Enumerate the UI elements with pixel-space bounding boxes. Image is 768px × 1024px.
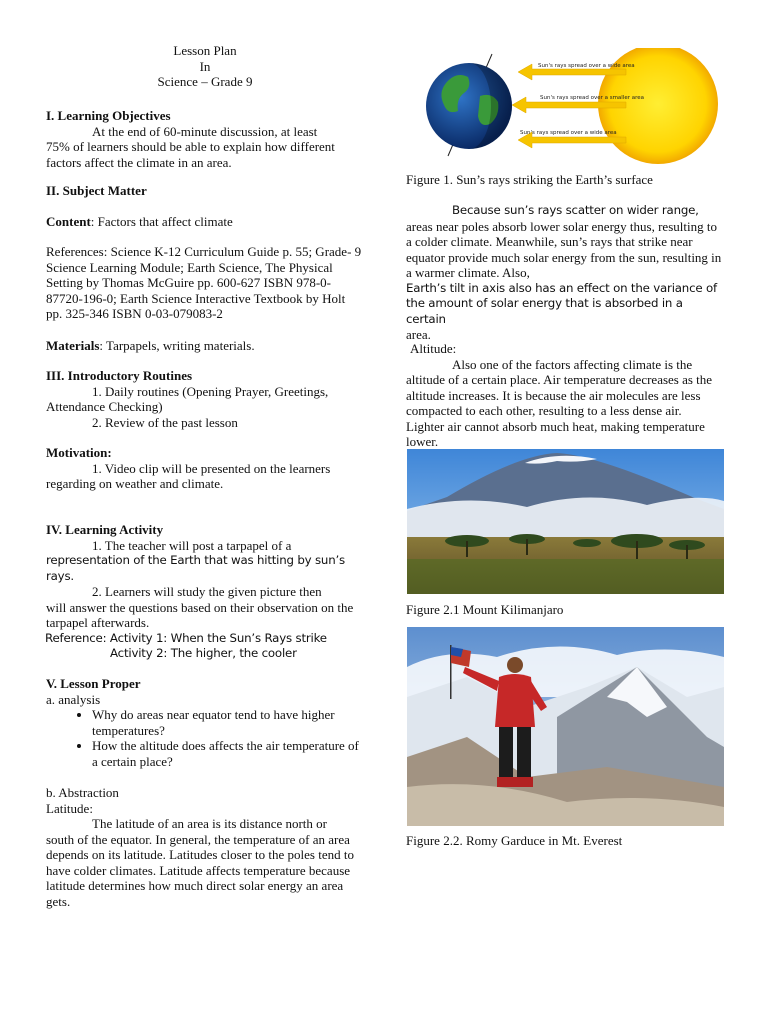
- section-learning-activity: [46, 522, 364, 662]
- ray-label-bottom: Sun's rays spread over a wide area: [520, 130, 617, 136]
- earth-icon: [426, 54, 512, 156]
- section-motivation: [46, 445, 364, 492]
- figure-2-1-image: [407, 449, 724, 594]
- motivation-item1-rest: regarding on weather and climate.: [46, 476, 224, 491]
- materials-text: : Tarpapels, writing materials.: [99, 337, 255, 353]
- analysis-question: • Why do areas near equator tend to have higher temperatures?: [92, 707, 364, 738]
- sunrays-text-end: area.: [406, 327, 431, 342]
- latitude-label: Latitude:: [46, 800, 93, 816]
- materials-line: [46, 338, 364, 354]
- altitude-text-rest: altitude of a certain place. Air temperature decreases as the altitude increases. It is because the air molecules are less compacted to each other, resulting to a less dense air. Lighter air cannot absorb much heat, making temperature lower.: [406, 372, 713, 449]
- routines-item1-rest: Attendance Checking): [46, 399, 163, 414]
- analysis-questions: [46, 707, 364, 769]
- sunrays-text-first: Because sun’s rays scatter on wider range,: [452, 203, 699, 217]
- activity-heading: IV. Learning Activity: [46, 522, 164, 537]
- subject-heading: II. Subject Matter: [46, 183, 147, 198]
- figure-1-image: [406, 48, 722, 166]
- latitude-text-rest: south of the equator. In general, the temperature of an area depends on its latitude. Latitudes closer to the poles tend to have colder climates. Latitude affects temperature because latitude determines how much direct solar energy an area gets.: [46, 831, 354, 909]
- activity-item1-first: 1. The teacher will post a tarpapel of a: [92, 537, 292, 553]
- analysis-label: a. analysis: [46, 691, 101, 707]
- analysis-question: • How the altitude does affects the air temperature of a certain place?: [92, 738, 364, 769]
- section-routines: [46, 368, 364, 430]
- ray-label-middle: Sun's rays spread over a smaller area: [540, 95, 645, 101]
- title-line-2: In: [199, 58, 211, 74]
- content-line: [46, 214, 364, 230]
- figure-2-2-image: [407, 627, 724, 826]
- activity-reference-1: Reference: Activity 1: When the Sun’s Rays strike: [45, 630, 327, 645]
- content-label: Content: [46, 213, 91, 229]
- sunrays-text-rest: areas near poles absorb lower solar energy thus, resulting to a colder climate. Meanwhile, sun’s rays that strike near equator provide much solar energy from the sun, resulting in a warmer climate. Also,: [406, 218, 722, 280]
- document-title: [46, 43, 364, 90]
- motivation-item1-first: 1. Video clip will be presented on the learners: [92, 460, 331, 476]
- objectives-text-first: At the end of 60-minute discussion, at least: [92, 123, 318, 139]
- title-line-1: Lesson Plan: [173, 43, 237, 58]
- sunrays-text-tail: Earth’s tilt in axis also has an effect on the variance of the amount of solar energy that is absorbed in a certain: [406, 280, 717, 326]
- ray-label-top: Sun's rays spread over a wide area: [538, 63, 635, 69]
- section-sun-rays: [406, 203, 722, 343]
- activity-item1-rest: representation of the Earth that was hitting by sun’s rays.: [46, 553, 345, 583]
- figure-2-2-caption: Figure 2.2. Romy Garduce in Mt. Everest: [406, 833, 623, 848]
- section-altitude: [406, 341, 722, 450]
- content-text: : Factors that affect climate: [90, 213, 233, 229]
- figure-1-caption: Figure 1. Sun’s rays striking the Earth’s surface: [406, 172, 653, 187]
- activity-item2-first: 2. Learners will study the given picture then: [92, 584, 322, 599]
- routines-item2: 2. Review of the past lesson: [92, 414, 238, 430]
- title-line-3: Science – Grade 9: [157, 74, 253, 89]
- routines-item1-first: 1. Daily routines (Opening Prayer, Greetings,: [92, 383, 329, 399]
- section-lesson-proper: [46, 676, 364, 909]
- objectives-text-rest: 75% of learners should be able to explain how different factors affect the climate in an area.: [46, 139, 335, 170]
- mount-kilimanjaro-photo: [407, 449, 724, 594]
- section-objectives: [46, 108, 364, 170]
- lesson-heading: V. Lesson Proper: [46, 676, 141, 691]
- sun-earth-diagram: [406, 48, 722, 166]
- abstraction-label: b. Abstraction: [46, 785, 119, 800]
- latitude-text-first: The latitude of an area is its distance north or: [92, 816, 328, 831]
- mount-everest-photo: [407, 627, 724, 826]
- section-subject-matter: [46, 183, 364, 353]
- materials-label: Materials: [46, 337, 100, 353]
- objectives-heading: I. Learning Objectives: [46, 108, 171, 123]
- routines-heading: III. Introductory Routines: [46, 368, 193, 383]
- figure-2-1-caption: Figure 2.1 Mount Kilimanjaro: [406, 602, 564, 617]
- activity-item2-rest: will answer the questions based on their observation on the tarpapel afterwards.: [46, 599, 354, 630]
- altitude-label: Altitude:: [410, 341, 457, 356]
- motivation-heading: Motivation:: [46, 445, 112, 460]
- altitude-text-first: Also one of the factors affecting climate is the: [452, 356, 693, 372]
- references-text: References: Science K-12 Curriculum Guide p. 55; Grade- 9 Science Learning Module; Earth Science, The Physical Setting by Thomas McGuire pp. 600-627 ISBN 978-0-87720-196-0; Earth Science Interactive Textbook by Holt pp. 325-346 ISBN 0-03-079083-2: [46, 244, 362, 321]
- activity-reference-2: Activity 2: The higher, the cooler: [110, 646, 297, 660]
